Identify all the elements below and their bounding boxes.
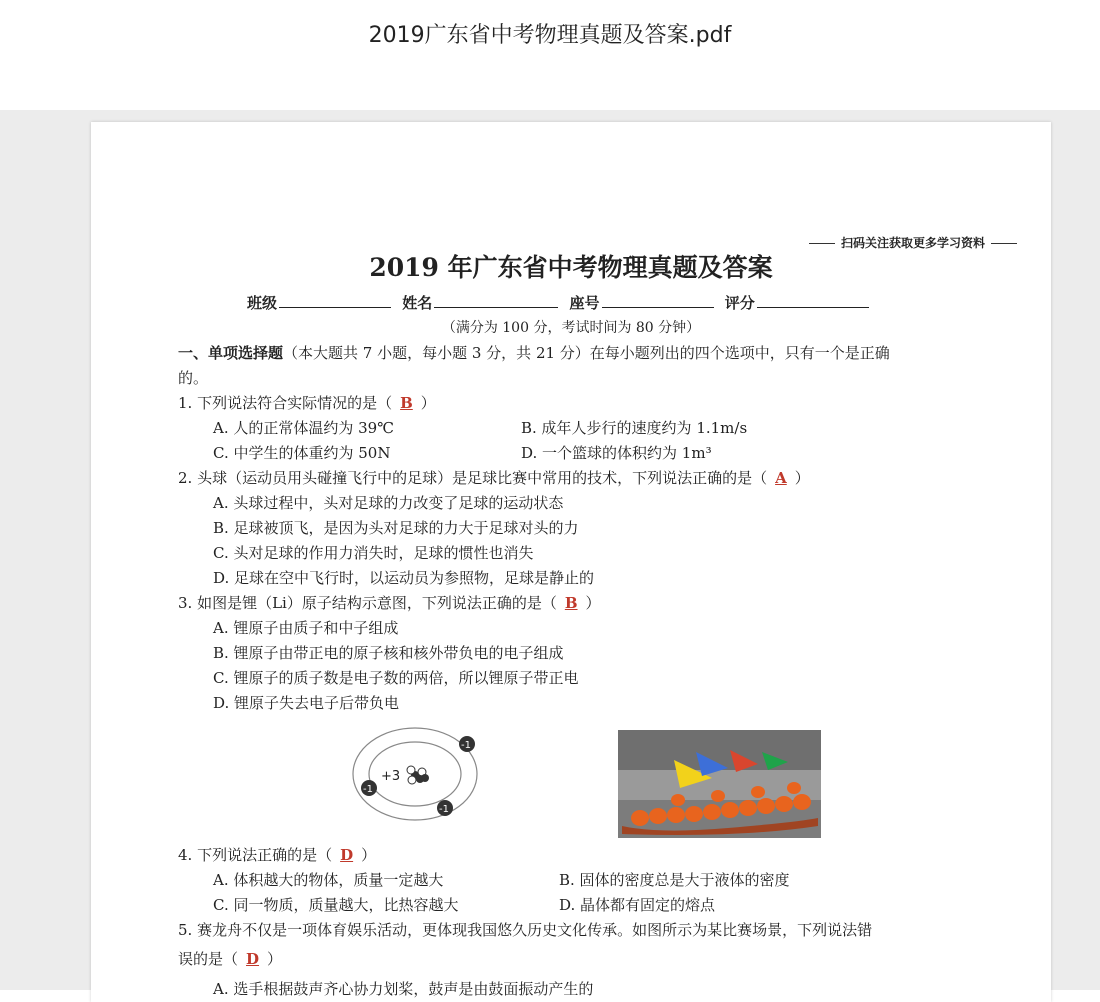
answer-mark: B (564, 594, 578, 612)
option: A. 头球过程中，头对足球的力改变了足球的运动状态 (213, 494, 564, 512)
lithium-atom-diagram (341, 722, 491, 832)
option: C. 中学生的体重约为 50N (213, 444, 391, 462)
option: C. 头对足球的作用力消失时，足球的惯性也消失 (213, 544, 534, 562)
option: A. 选手根据鼓声齐心协力划桨，鼓声是由鼓面振动产生的 (213, 980, 594, 998)
electron (437, 800, 453, 816)
question-2 (178, 467, 810, 488)
exam-title: 2019 年广东省中考物理真题及答案 (369, 253, 773, 282)
question-5-cont (178, 948, 282, 969)
field-label-score: 评分 (724, 294, 755, 312)
question-3 (178, 592, 601, 613)
option: A. 体积越大的物体，质量一定越大 (213, 871, 444, 889)
option: A. 锂原子由质子和中子组成 (213, 619, 399, 637)
dash-left (809, 243, 835, 244)
stem-close: ） (585, 594, 601, 612)
dash-right (991, 243, 1017, 244)
field-label-name: 姓名 (402, 294, 433, 312)
question-stem: 1. 下列说法符合实际情况的是（ (178, 394, 393, 412)
field-label-class: 班级 (247, 294, 278, 312)
field-blank-score[interactable] (757, 306, 869, 308)
exam-note: （满分为 100 分，考试时间为 80 分钟） (441, 320, 701, 336)
scan-note-text: 扫码关注获取更多学习资料 (840, 236, 985, 250)
question-stem: 4. 下列说法正确的是（ (178, 846, 333, 864)
option: D. 足球在空中飞行时，以运动员为参照物，足球是静止的 (213, 569, 595, 587)
answer-mark: B (400, 394, 413, 412)
section-heading-label: 一、单项选择题 (178, 344, 284, 362)
option: B. 锂原子由带正电的原子核和核外带负电的电子组成 (213, 644, 564, 662)
stem-close: ） (420, 394, 436, 412)
nucleus-label: +3 (381, 769, 401, 784)
option: B. 固体的密度总是大于液体的密度 (559, 871, 790, 889)
question-stem-2: 误的是（ (178, 950, 239, 968)
answer-mark: D (340, 846, 354, 864)
document-title: 2019广东省中考物理真题及答案.pdf (368, 23, 732, 48)
option: D. 一个篮球的体积约为 1m³ (521, 444, 712, 462)
field-blank-name[interactable] (434, 306, 558, 308)
pdf-page (91, 122, 1051, 1002)
question-1 (178, 392, 436, 413)
option: B. 成年人步行的速度约为 1.1m/s (521, 419, 748, 437)
svg-text:-1: -1 (439, 804, 449, 815)
title-bar (0, 0, 1100, 110)
svg-text:-1: -1 (363, 784, 373, 795)
option: D. 晶体都有固定的熔点 (559, 896, 716, 914)
answer-mark: A (775, 469, 787, 487)
pdf-viewer[interactable] (0, 110, 1100, 998)
option: A. 人的正常体温约为 39℃ (213, 419, 395, 437)
section-heading (178, 342, 890, 363)
field-label-seat: 座号 (569, 294, 600, 312)
option: B. 足球被顶飞，是因为头对足球的力大于足球对头的力 (213, 519, 579, 537)
question-5: 5. 赛龙舟不仅是一项体育娱乐活动，更体现我国悠久历史文化传承。如图所示为某比赛场景，下列说法错 (178, 921, 873, 939)
option: C. 锂原子的质子数是电子数的两倍，所以锂原子带正电 (213, 669, 579, 687)
dragon-boat-photo (618, 730, 821, 838)
stem-close: ） (361, 846, 377, 864)
electron (361, 780, 377, 796)
option: D. 锂原子失去电子后带负电 (213, 694, 400, 712)
option: C. 同一物质，质量越大，比热容越大 (213, 896, 459, 914)
stem-close: ） (267, 950, 283, 968)
student-info-row (247, 292, 875, 313)
stem-close: ） (794, 469, 810, 487)
question-stem: 2. 头球（运动员用头碰撞飞行中的足球）是足球比赛中常用的技术，下列说法正确的是（ (178, 469, 768, 487)
answer-mark: D (246, 950, 260, 968)
nucleus (407, 766, 429, 784)
question-4 (178, 844, 376, 865)
field-blank-seat[interactable] (602, 306, 714, 308)
section-desc-1: （本大题共 7 小题，每小题 3 分，共 21 分）在每小题列出的四个选项中，只有一个是正确 (283, 344, 890, 362)
svg-text:-1: -1 (461, 740, 471, 751)
section-desc-2: 的。 (178, 369, 209, 387)
question-stem: 3. 如图是锂（Li）原子结构示意图，下列说法正确的是（ (178, 594, 557, 612)
electron (459, 736, 475, 752)
field-blank-class[interactable] (279, 306, 391, 308)
